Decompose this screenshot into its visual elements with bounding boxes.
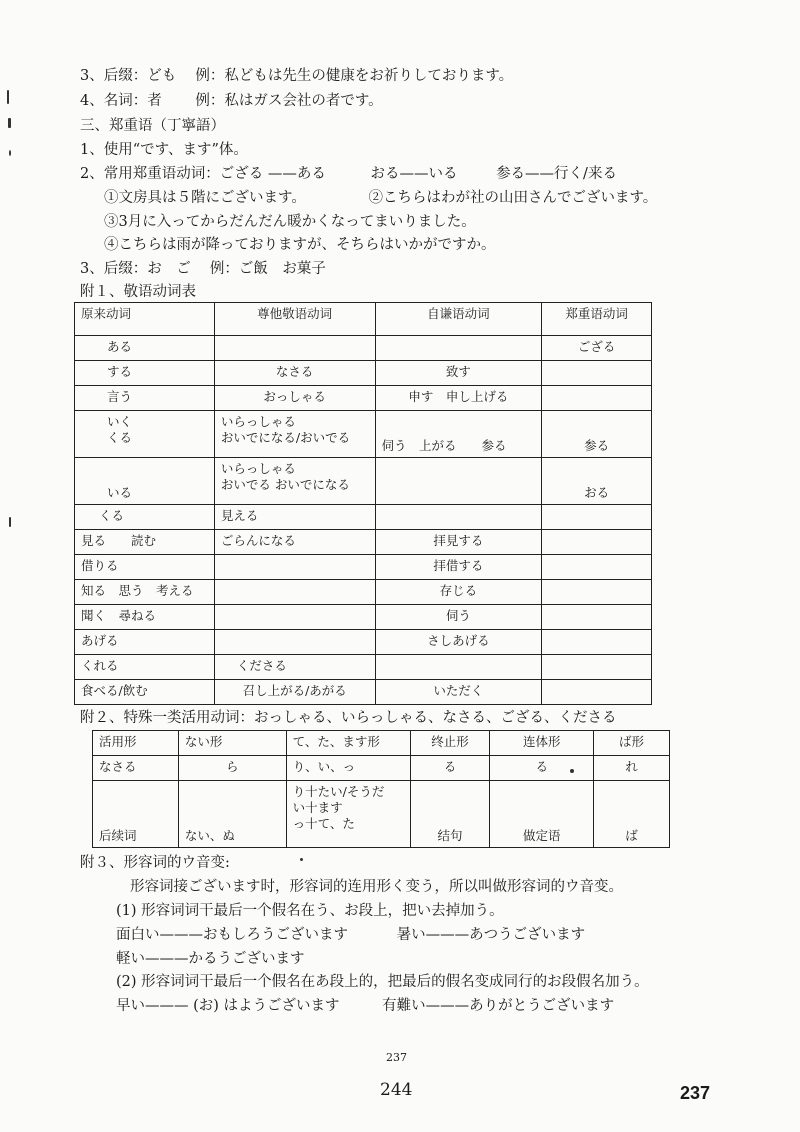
cell	[375, 655, 542, 680]
cell: 借りる	[75, 555, 215, 580]
verb-oru: おる——いる	[370, 166, 458, 182]
header-nai-form: ない形	[178, 731, 286, 756]
cell: あげる	[75, 630, 215, 655]
cell: いらっしゃる おいでになる/おいでる	[214, 411, 375, 458]
cell	[214, 630, 375, 655]
cell	[542, 386, 652, 411]
cell: 見える	[214, 505, 375, 530]
cell: ある	[75, 336, 215, 361]
example-karui: 軽い———かるうございます	[116, 951, 305, 967]
cell	[542, 555, 652, 580]
header-teineigo: 郑重语动词	[542, 303, 652, 336]
cell	[542, 630, 652, 655]
table-row	[75, 361, 652, 386]
u-onbin-explanation: 形容词接ございます时，形容词的连用形く变う，所以叫做形容词的ウ音变。	[130, 879, 623, 895]
cell: 参る	[542, 411, 652, 458]
cell: なさる	[214, 361, 375, 386]
cell: れ	[594, 756, 670, 781]
appendix-2-title: 附２、特殊一类活用动词：おっしゃる、いらっしゃる、なさる、ござる、くださる	[80, 710, 617, 726]
cell: 伺う	[375, 605, 542, 630]
table-row	[75, 411, 652, 458]
cell: 做定语	[490, 781, 594, 848]
cell: 拝見する	[375, 530, 542, 555]
header-sonkeigo: 尊他敬语动词	[214, 303, 375, 336]
table-row	[75, 630, 652, 655]
page-number-small: 237	[386, 1051, 407, 1064]
cell: ば	[594, 781, 670, 848]
example-2: ②こちらはわが社の山田さんでございます。	[368, 190, 658, 206]
cell	[542, 655, 652, 680]
cell: おっしゃる	[214, 386, 375, 411]
rule-1: (1) 形容词词干最后一个假名在う、お段上，把い去掉加う。	[116, 903, 504, 919]
cell: 言う	[75, 386, 215, 411]
page-number-stamp: 237	[680, 1083, 711, 1103]
table-row	[75, 336, 652, 361]
example-3: ③3月に入ってからだんだん暖かくなってまいりました。	[104, 214, 476, 230]
cell: 伺う 上がる 参る	[375, 411, 542, 458]
appendix-1-title: 附１、敬语动词表	[80, 284, 196, 300]
table-row	[75, 605, 652, 630]
rule-2: (2) 形容词词干最后一个假名在あ段上的，把最后的假名变成同行的お段假名加う。	[116, 974, 649, 990]
cell: り十たい/そうだ い十ます っ十て、た	[286, 781, 410, 848]
example-omoshiroi: 面白い———おもしろうございます	[116, 927, 348, 943]
table-row	[75, 530, 652, 555]
cell: ござる	[542, 336, 652, 361]
header-te-ta-masu-form: て、た、ます形	[286, 731, 410, 756]
scan-mark	[9, 517, 11, 527]
scan-mark	[9, 150, 11, 156]
verb-gozaru: 2、常用郑重语动词：ござる ——ある	[80, 166, 326, 182]
teineigo-verbs-line	[80, 165, 617, 183]
cell: いらっしゃる おいでる おいでになる	[214, 458, 375, 505]
example-hayai: 早い——— (お) はようございます	[116, 998, 340, 1014]
rule-2-examples	[116, 997, 614, 1015]
cell	[542, 361, 652, 386]
table-row	[75, 458, 652, 505]
verb-mairu: 参る——行く/来る	[496, 166, 617, 182]
cell: ごらんになる	[214, 530, 375, 555]
table-row	[75, 580, 652, 605]
cell	[214, 580, 375, 605]
cell	[542, 680, 652, 705]
header-shuushikei: 终止形	[410, 731, 490, 756]
cell	[542, 605, 652, 630]
header-original-verb: 原来动词	[75, 303, 215, 336]
example-1: ①文房具は５階にございます。	[104, 190, 306, 206]
suffix-o-go-line: 3、后缀：お ご 例：ご飯 お菓子	[80, 261, 326, 277]
table-row	[75, 505, 652, 530]
appendix-3-title: 附３、形容词的ウ音变:	[80, 855, 230, 871]
table-header-row	[75, 303, 652, 336]
scan-mark	[8, 118, 11, 128]
cell	[542, 505, 652, 530]
example-1-2-line	[104, 189, 657, 207]
cell	[214, 605, 375, 630]
cell	[375, 505, 542, 530]
cell: くださる	[214, 655, 375, 680]
cell: いる	[75, 458, 215, 505]
header-rentaikei: 连体形	[490, 731, 594, 756]
cell: 食べる/飲む	[75, 680, 215, 705]
page-number-printed: 244	[380, 1080, 413, 1100]
cell: する	[75, 361, 215, 386]
cell: 拝借する	[375, 555, 542, 580]
cell: 召し上がる/あがる	[214, 680, 375, 705]
cell: 聞く 尋ねる	[75, 605, 215, 630]
honorific-verb-table	[74, 302, 652, 705]
teineigo-heading: 三、郑重语（丁寧語）	[80, 118, 225, 134]
example-atsui: 暑い———あつうございます	[396, 927, 586, 943]
cell: 申す 申し上げる	[375, 386, 542, 411]
scan-mark	[300, 858, 303, 861]
table-row	[93, 781, 670, 848]
table-row	[93, 756, 670, 781]
cell: おる	[542, 458, 652, 505]
table-row	[75, 680, 652, 705]
header-katsuyoukei: 活用形	[93, 731, 179, 756]
cell: くる	[75, 505, 215, 530]
cell: ない、ぬ	[178, 781, 286, 848]
table-row	[75, 555, 652, 580]
cell	[542, 530, 652, 555]
rule-1-examples	[116, 926, 585, 944]
cell: いく くる	[75, 411, 215, 458]
cell	[375, 336, 542, 361]
cell: ら	[178, 756, 286, 781]
table-row	[75, 386, 652, 411]
cell: 知る 思う 考える	[75, 580, 215, 605]
cell: さしあげる	[375, 630, 542, 655]
table-row	[75, 655, 652, 680]
scan-mark	[570, 769, 574, 773]
cell	[214, 555, 375, 580]
cell: 致す	[375, 361, 542, 386]
suffix-domo-line: 3、后缀：ども 例：私どもは先生の健康をお祈りしております。	[80, 68, 514, 84]
cell: 后续词	[93, 781, 179, 848]
example-4: ④こちらは雨が降っておりますが、そちらはいかがですか。	[104, 237, 496, 253]
cell	[375, 458, 542, 505]
cell: 结句	[410, 781, 490, 848]
cell: り、い、っ	[286, 756, 410, 781]
example-arigatai: 有難い———ありがとうございます	[382, 998, 615, 1014]
cell: 存じる	[375, 580, 542, 605]
cell: る	[490, 756, 594, 781]
table-header-row	[93, 731, 670, 756]
header-ba-form: ば形	[594, 731, 670, 756]
cell: くれる	[75, 655, 215, 680]
cell: る	[410, 756, 490, 781]
noun-mono-line: 4、名词：者 例：私はガス会社の者です。	[80, 93, 383, 109]
special-conjugation-table	[92, 730, 670, 848]
cell	[542, 580, 652, 605]
desu-masu-line: 1、使用“です、ます”体。	[80, 142, 248, 158]
cell: いただく	[375, 680, 542, 705]
cell	[214, 336, 375, 361]
cell: 見る 読む	[75, 530, 215, 555]
header-kenjougo: 自谦语动词	[375, 303, 542, 336]
cell: なさる	[93, 756, 179, 781]
scan-mark	[7, 90, 9, 104]
